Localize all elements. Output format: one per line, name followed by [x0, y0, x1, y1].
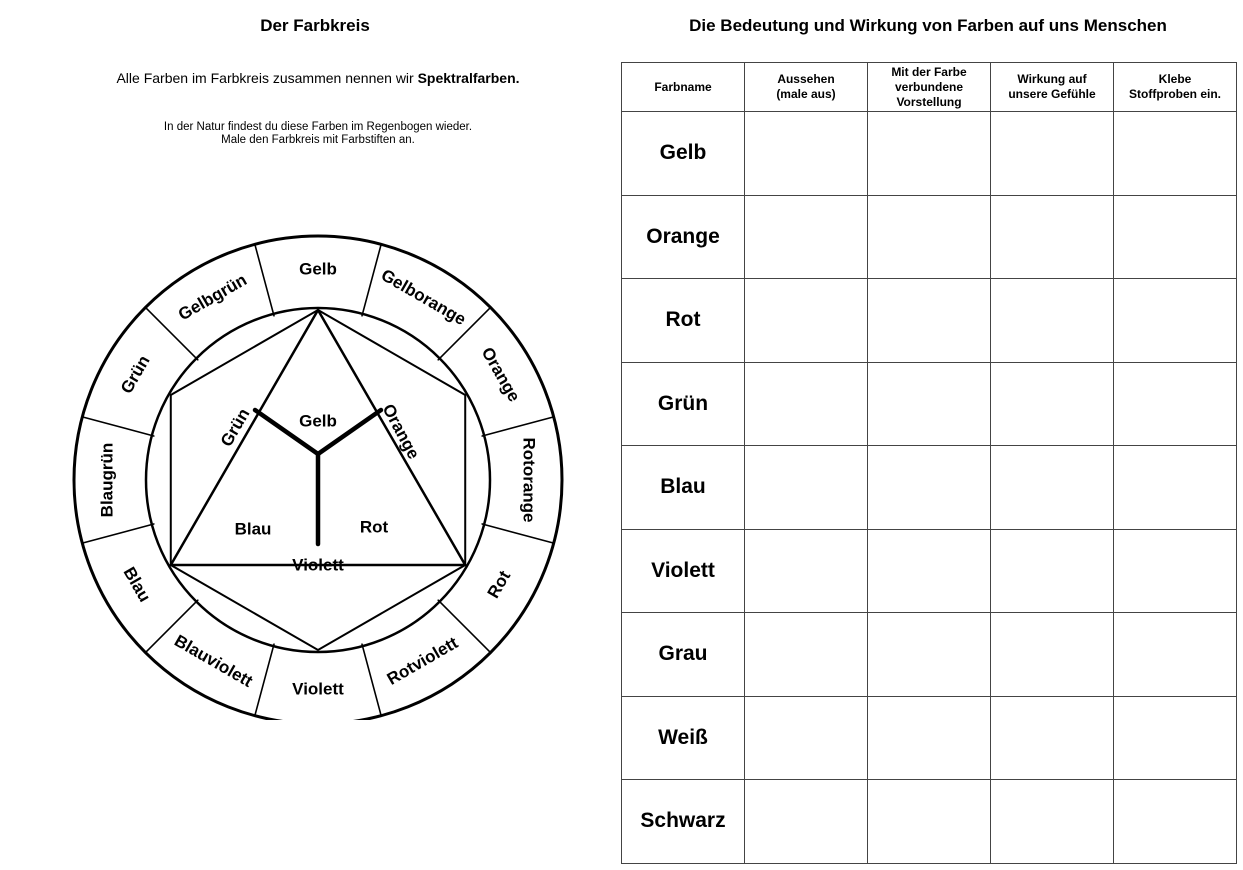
- outer-segment-label: Gelborange: [377, 265, 470, 330]
- table-row: [622, 195, 1237, 279]
- empty-cell[interactable]: [991, 529, 1114, 613]
- outer-segment-label: Rot: [483, 567, 515, 602]
- triangle-label-right: Rot: [359, 517, 389, 537]
- empty-cell[interactable]: [1114, 279, 1237, 363]
- color-name-cell: Weiß: [622, 696, 745, 780]
- empty-cell[interactable]: [745, 112, 868, 196]
- outer-segment-label: Gelb: [299, 259, 337, 279]
- table-row: [622, 446, 1237, 530]
- segment-divider: [82, 524, 153, 543]
- table-row: [622, 362, 1237, 446]
- empty-cell[interactable]: [991, 195, 1114, 279]
- table-header-line: Klebe: [1158, 72, 1192, 86]
- color-meaning-title: Die Bedeutung und Wirkung von Farben auf uns Menschen: [689, 16, 1167, 35]
- empty-cell[interactable]: [1114, 362, 1237, 446]
- table-header-1: [745, 63, 868, 112]
- empty-cell[interactable]: [991, 780, 1114, 864]
- table-header-row: [622, 63, 1237, 112]
- empty-cell[interactable]: [991, 446, 1114, 530]
- segment-divider: [482, 524, 553, 543]
- outer-segment-label: Blau: [119, 563, 155, 606]
- hint-line-1: In der Natur findest du diese Farben im Regenbogen wieder.: [163, 121, 473, 133]
- empty-cell[interactable]: [868, 696, 991, 780]
- hint-line-2: Male den Farbkreis mit Farbstiften an.: [221, 134, 415, 146]
- color-wheel-title: Der Farbkreis: [260, 16, 370, 35]
- outer-segment-label: Gelbgrün: [175, 270, 250, 325]
- empty-cell[interactable]: [868, 446, 991, 530]
- empty-cell[interactable]: [991, 613, 1114, 697]
- empty-cell[interactable]: [745, 362, 868, 446]
- color-name-cell: Blau: [622, 446, 745, 530]
- outer-segment-label: Rotorange: [519, 437, 539, 523]
- outer-segment-label: Blaugrün: [97, 442, 117, 518]
- outer-segment-label: Rotviolett: [383, 633, 462, 689]
- intro-text-prefix: Alle Farben im Farbkreis zusammen nennen wir: [116, 70, 418, 86]
- empty-cell[interactable]: [1114, 446, 1237, 530]
- color-meaning-table: [621, 62, 1237, 864]
- empty-cell[interactable]: [868, 529, 991, 613]
- secondary-label-bottom: Violett: [292, 555, 344, 575]
- color-name-cell: Gelb: [622, 112, 745, 196]
- intro-text: [0, 70, 636, 86]
- empty-cell[interactable]: [1114, 696, 1237, 780]
- table-header-4: [1114, 63, 1237, 112]
- empty-cell[interactable]: [745, 696, 868, 780]
- segment-divider: [362, 644, 381, 715]
- color-name-cell: Schwarz: [622, 780, 745, 864]
- color-name-cell: Rot: [622, 279, 745, 363]
- empty-cell[interactable]: [745, 529, 868, 613]
- table-body: [622, 112, 1237, 864]
- table-header-2: [868, 63, 991, 112]
- outer-segment-label: Orange: [477, 343, 524, 406]
- secondary-label-left: Grün: [216, 405, 254, 450]
- empty-cell[interactable]: [868, 279, 991, 363]
- secondary-label-right: Orange: [378, 400, 424, 463]
- color-wheel: [60, 224, 600, 720]
- table-row: [622, 279, 1237, 363]
- table-header-line: (male aus): [776, 87, 836, 101]
- segment-divider: [82, 417, 153, 436]
- empty-cell[interactable]: [868, 780, 991, 864]
- empty-cell[interactable]: [1114, 529, 1237, 613]
- empty-cell[interactable]: [745, 613, 868, 697]
- empty-cell[interactable]: [868, 112, 991, 196]
- empty-cell[interactable]: [745, 446, 868, 530]
- color-name-cell: Violett: [622, 529, 745, 613]
- table-header-line: verbundene: [894, 79, 963, 94]
- triangle-label-left: Blau: [234, 519, 272, 539]
- empty-cell[interactable]: [868, 613, 991, 697]
- empty-cell[interactable]: [745, 780, 868, 864]
- empty-cell[interactable]: [868, 195, 991, 279]
- empty-cell[interactable]: [991, 112, 1114, 196]
- table-header-0: [622, 63, 745, 112]
- table-row: [622, 112, 1237, 196]
- table-header-line: Mit der Farbe: [891, 64, 967, 79]
- intro-text-bold: Spektralfarben.: [417, 70, 520, 86]
- table-row: [622, 613, 1237, 697]
- empty-cell[interactable]: [1114, 780, 1237, 864]
- color-name-cell: Orange: [622, 195, 745, 279]
- triangle-label-top: Gelb: [299, 411, 337, 431]
- table-row: [622, 529, 1237, 613]
- empty-cell[interactable]: [1114, 112, 1237, 196]
- table-header-line: Wirkung auf: [1017, 72, 1087, 86]
- empty-cell[interactable]: [1114, 613, 1237, 697]
- color-name-cell: Grau: [622, 613, 745, 697]
- hint-text: [0, 121, 636, 147]
- empty-cell[interactable]: [868, 362, 991, 446]
- empty-cell[interactable]: [991, 279, 1114, 363]
- segment-divider: [482, 417, 553, 436]
- color-name-cell: Grün: [622, 362, 745, 446]
- table-header-line: Farbname: [654, 79, 712, 94]
- empty-cell[interactable]: [991, 362, 1114, 446]
- outer-segment-label: Blauviolett: [171, 631, 256, 691]
- table-header-3: [991, 63, 1114, 112]
- empty-cell[interactable]: [745, 279, 868, 363]
- segment-divider: [255, 244, 274, 315]
- outer-segment-label: Violett: [292, 679, 344, 699]
- table-header-line: unsere Gefühle: [1008, 87, 1096, 101]
- empty-cell[interactable]: [991, 696, 1114, 780]
- segment-divider: [255, 644, 274, 715]
- table-header-line: Vorstellung: [896, 94, 962, 109]
- table-row: [622, 696, 1237, 780]
- table-row: [622, 780, 1237, 864]
- empty-cell[interactable]: [1114, 195, 1237, 279]
- table-header-line: Aussehen: [777, 72, 835, 86]
- outer-segment-label: Grün: [116, 352, 154, 397]
- table-header-line: Stoffproben ein.: [1129, 87, 1221, 101]
- color-meaning-table-wrap: [621, 62, 1237, 864]
- empty-cell[interactable]: [745, 195, 868, 279]
